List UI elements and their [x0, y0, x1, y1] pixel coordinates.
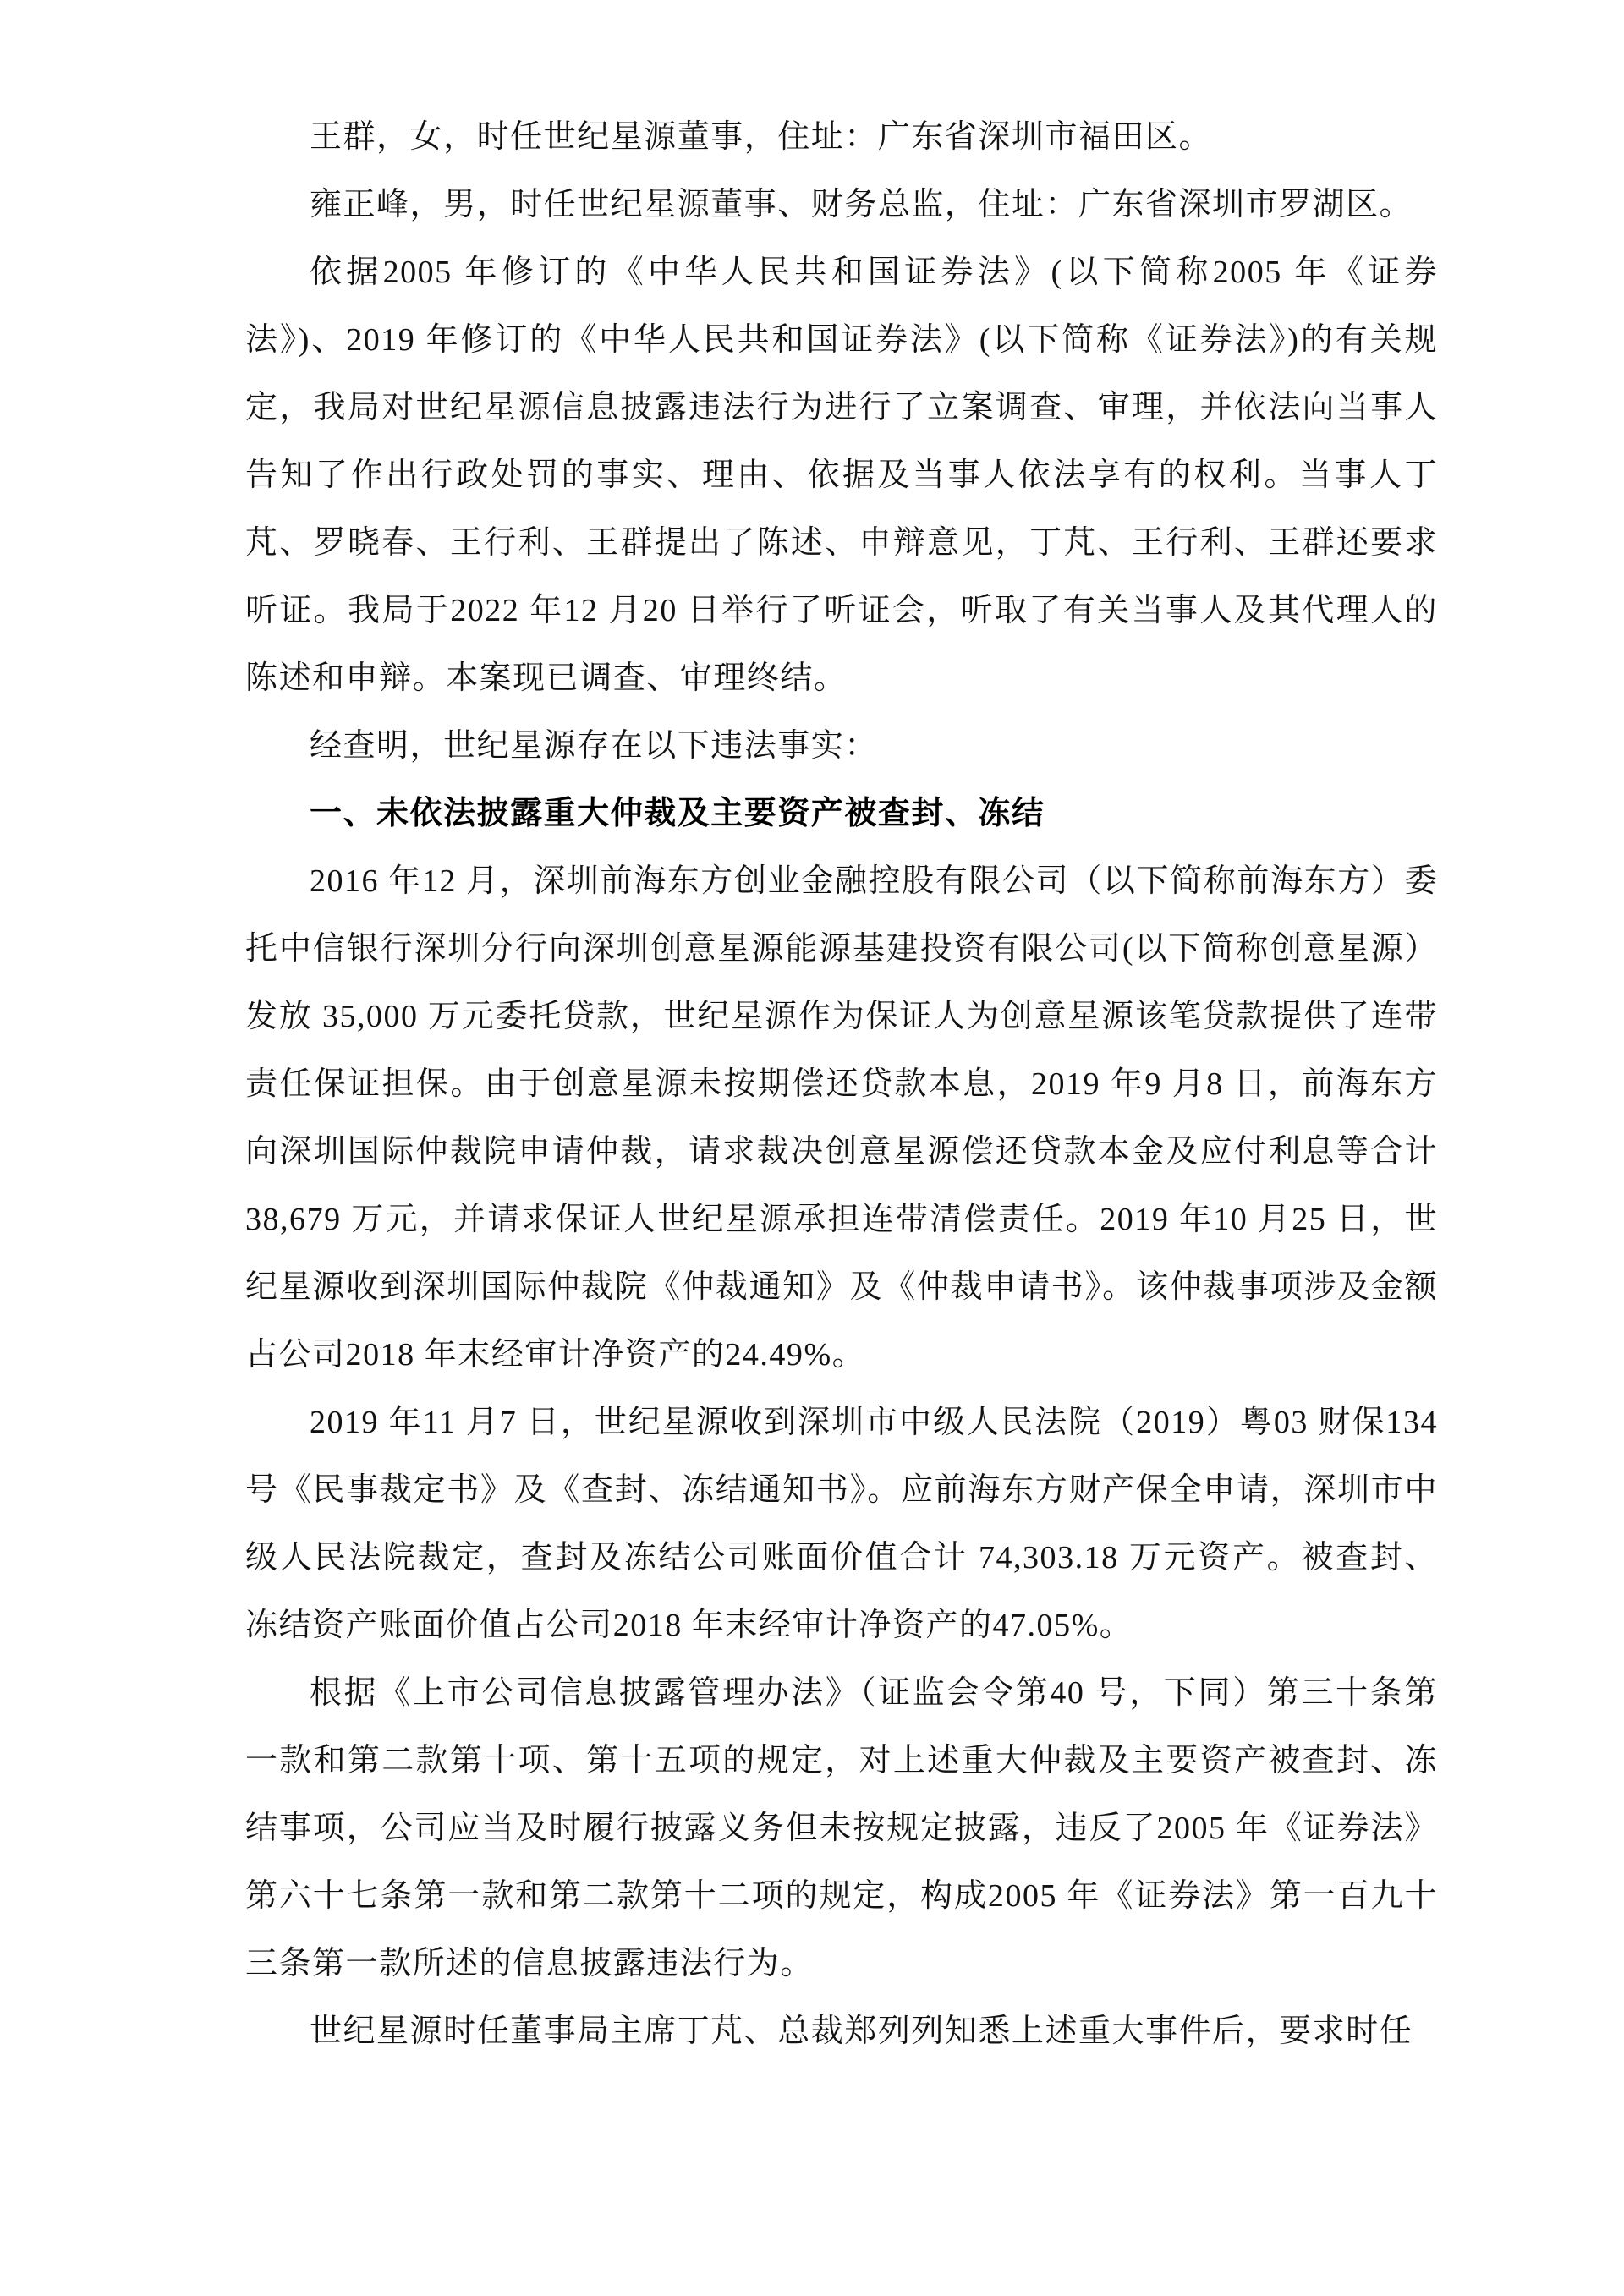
paragraph-arbitration-background: 2016 年12 月，深圳前海东方创业金融控股有限公司（以下简称前海东方）委托中信银行深圳分行向深圳创意星源能源基建投资有限公司(以下简称创意星源）发放 35,000 万元委托贷款，世纪星源作为保证人为创意星源该笔贷款提供了连带责任保证担保。由于创意星源未按期偿还贷款本息，2019 年9 月8 日，前海东方向深圳国际仲裁院申请仲裁，请求裁决创意星源偿还贷款本金及应付利息等合计 38,679 万元，并请求保证人世纪星源承担连带清偿责任。2019 年10 月25 日，世纪星源收到深圳国际仲裁院《仲裁通知》及《仲裁申请书》。该仲裁事项涉及金额占公司2018 年末经审计净资产的24.49%。: [245, 863, 1438, 1373]
paragraph-legal-violation-conclusion: 根据《上市公司信息披露管理办法》（证监会令第40 号，下同）第三十条第一款和第二款第十项、第十五项的规定，对上述重大仲裁及主要资产被查封、冻结事项，公司应当及时履行披露义务但未按规定披露，违反了2005 年《证券法》第六十七条第一款和第二款第十二项的规定，构成2005 年《证券法》第一百九十三条第一款所述的信息披露违法行为。: [245, 1675, 1438, 1981]
paragraph-officers-awareness: 世纪星源时任董事局主席丁芃、总裁郑列列知悉上述重大事件后，要求时任: [310, 2014, 1413, 2049]
paragraph-findings-intro: 经查明，世纪星源存在以下违法事实：: [310, 728, 878, 764]
paragraph-asset-seizure: 2019 年11 月7 日，世纪星源收到深圳市中级人民法院（2019）粤03 财保134 号《民事裁定书》及《查封、冻结通知书》。应前海东方财产保全申请，深圳市中级人民法院裁定，查封及冻结公司账面价值合计 74,303.18 万元资产。被查封、冻结资产账面价值占公司2018 年末经审计净资产的47.05%。: [245, 1405, 1438, 1643]
document-text-column: [144, 103, 1480, 2065]
paragraph-party-yong-zhengfeng: 雍正峰，男，时任世纪星源董事、财务总监，住址：广东省深圳市罗湖区。: [310, 187, 1413, 222]
paragraph-party-wang-qun: 王群，女，时任世纪星源董事，住址：广东省深圳市福田区。: [310, 119, 1213, 155]
paragraph-legal-basis-and-procedure: 依据2005 年修订的《中华人民共和国证券法》(以下简称2005 年《证券法》)、2019 年修订的《中华人民共和国证券法》(以下简称《证券法》)的有关规定，我局对世纪星源信息披露违法行为进行了立案调查、审理，并依法向当事人告知了作出行政处罚的事实、理由、依据及当事人依法享有的权利。当事人丁芃、罗晓春、王行利、王群提出了陈述、申辩意见，丁芃、王行利、王群还要求听证。我局于2022 年12 月20 日举行了听证会，听取了有关当事人及其代理人的陈述和申辩。本案现已调查、审理终结。: [245, 255, 1438, 696]
section-heading-one: 一、未依法披露重大仲裁及主要资产被查封、冻结: [310, 796, 1045, 831]
